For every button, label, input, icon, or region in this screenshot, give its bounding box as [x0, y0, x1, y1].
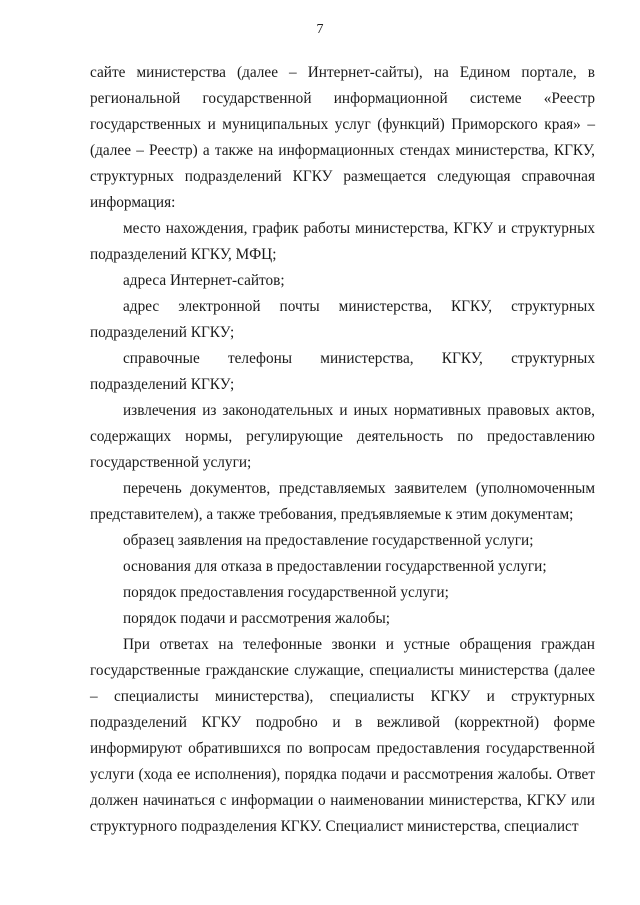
- paragraph-location-schedule: место нахождения, график работы министерства, КГКУ и структурных подразделений КГКУ, МФЦ;: [90, 220, 595, 263]
- paragraph-application-sample: образец заявления на предоставление государственной услуги;: [123, 532, 534, 549]
- paragraph-procedure: порядок предоставления государственной услуги;: [123, 584, 449, 601]
- paragraph-phone-answers: При ответах на телефонные звонки и устные обращения граждан государственные гражданские служащие, специалисты министерства (далее – специалисты министерства), специалисты КГКУ и структурных подразделений КГКУ подробно и в вежливой (корректной) форме информируют обратившихся по вопросам предоставления государственной услуги (хода ее исполнения), порядка подачи и рассмотрения жалобы. Ответ должен начинаться с информации о наименовании министерства, КГКУ или структурного подразделения КГКУ. Специалист министерства, специалист: [90, 636, 595, 835]
- document-body: [90, 60, 595, 840]
- paragraph-documents-list: перечень документов, представляемых заявителем (уполномоченным представителем), а также требования, предъявляемые к этим документам;: [90, 480, 595, 523]
- paragraph-continuation: сайте министерства (далее – Интернет-сайты), на Едином портале, в региональной государственной информационной системе «Реестр государственных и муниципальных услуг (функций) Приморского края» – (далее – Реестр) а также на информационных стендах министерства, КГКУ, структурных подразделений КГКУ размещается следующая справочная информация:: [90, 64, 595, 211]
- paragraph-phones: справочные телефоны министерства, КГКУ, структурных подразделений КГКУ;: [90, 350, 595, 393]
- paragraph-refusal-grounds: основания для отказа в предоставлении государственной услуги;: [123, 558, 547, 575]
- paragraph-complaints: порядок подачи и рассмотрения жалобы;: [123, 610, 391, 627]
- paragraph-email: адрес электронной почты министерства, КГКУ, структурных подразделений КГКУ;: [90, 298, 595, 341]
- paragraph-websites: адреса Интернет-сайтов;: [123, 272, 285, 289]
- paragraph-legal-extracts: извлечения из законодательных и иных нормативных правовых актов, содержащих нормы, регулирующие деятельность по предоставлению государственной услуги;: [90, 402, 595, 471]
- page-number: 7: [316, 22, 324, 37]
